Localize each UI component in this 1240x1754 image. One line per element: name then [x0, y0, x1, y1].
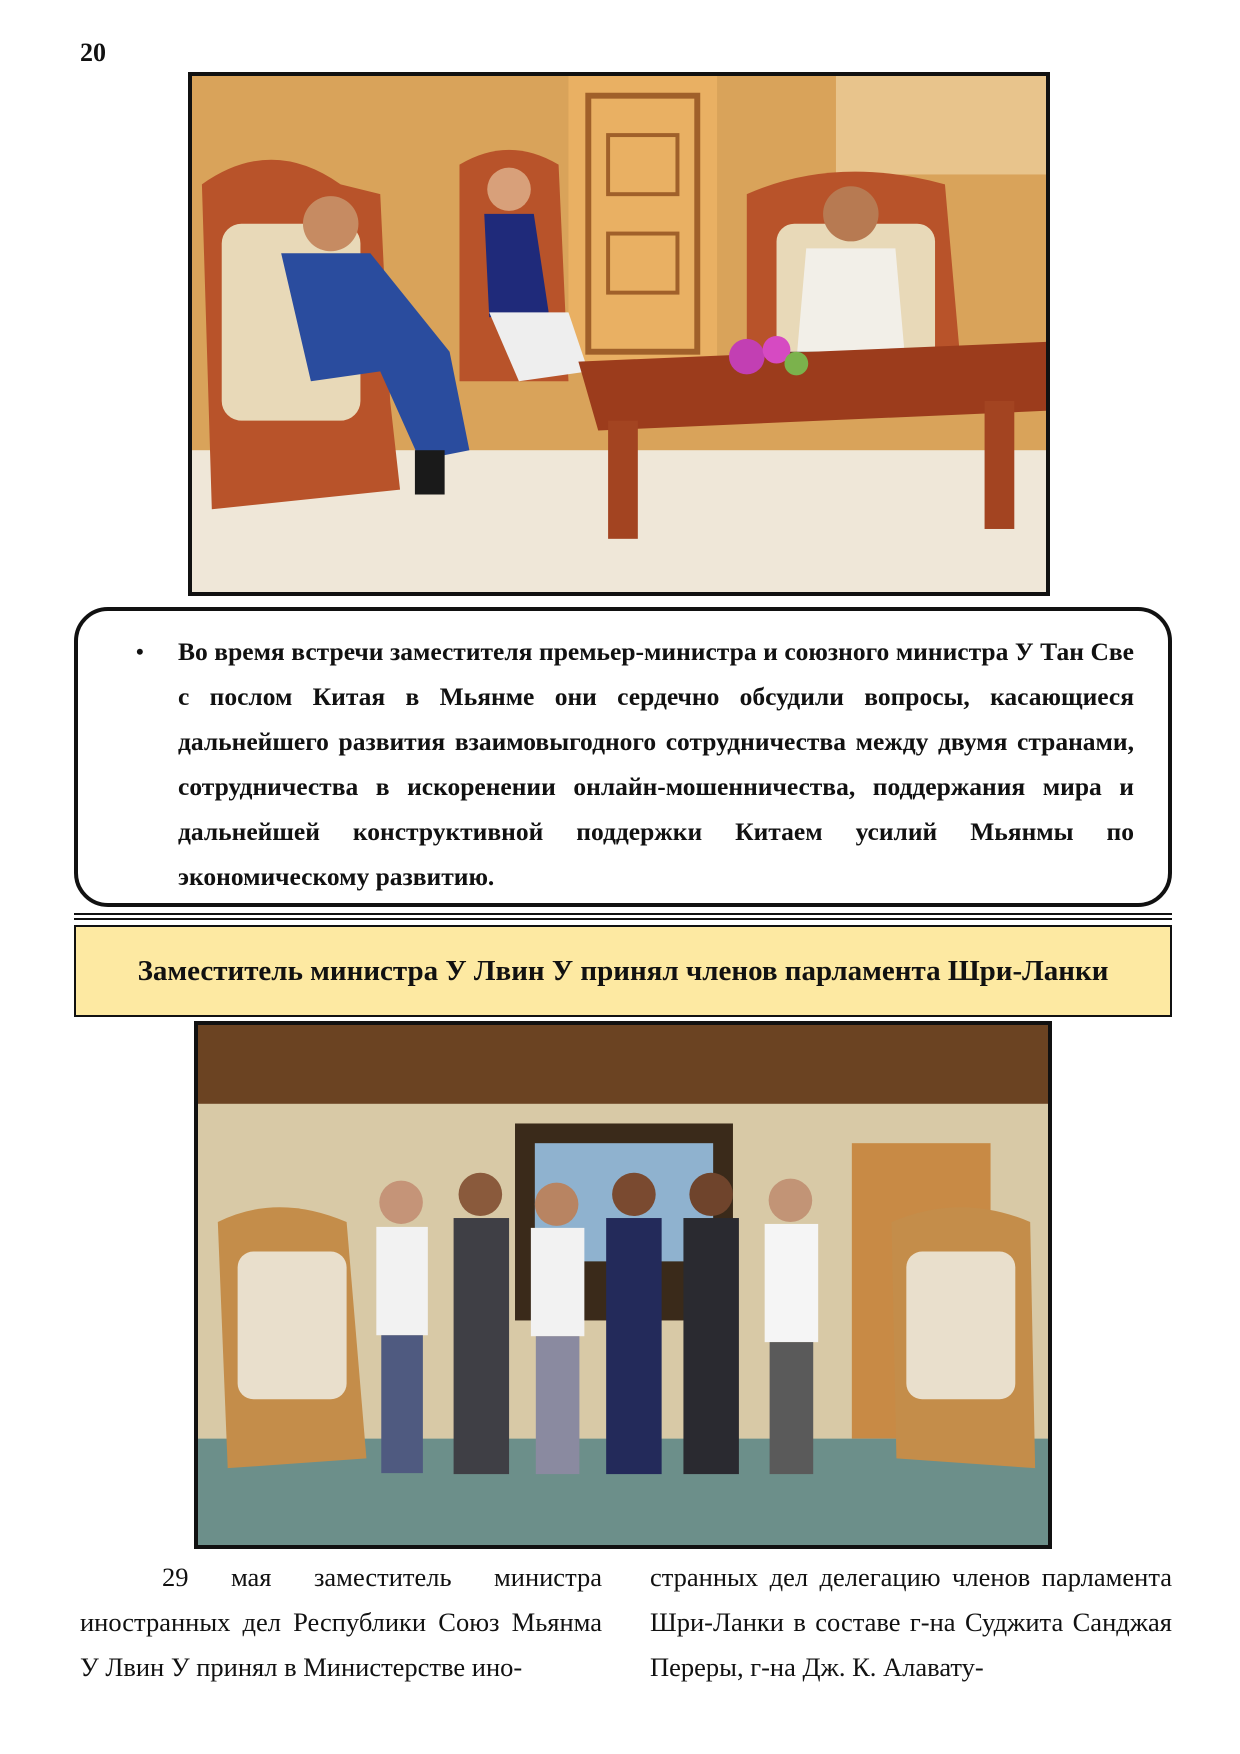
- bullet-point: •: [136, 639, 144, 664]
- article-column-2: странных дел делегацию членов парламента Шри-Ланки в составе г-на Суджита Санджая Переры, г-на Дж. К. Алавату-: [650, 1562, 1172, 1682]
- divider-line: [74, 913, 1172, 915]
- caption-text: Во время встречи заместителя премьер-министра и союзного министра У Тан Све с послом Китая в Мьянме они сердечно обсудили вопросы, касающиеся дальнейшего развития взаимовыгодного сотрудничества между двумя странами, сотрудничества в искоренении онлайн-мошенничества, поддержания мира и дальнейшей конструктивной поддержки Китаем усилий Мьянмы по экономическому развитию.: [178, 637, 1134, 891]
- photo-sri-lanka-delegation: [194, 1021, 1052, 1549]
- headline-text: Заместитель министра У Лвин У принял членов парламента Шри-Ланки: [137, 954, 1109, 987]
- caption-item: [136, 629, 1134, 899]
- divider-line-2: [74, 918, 1172, 920]
- page-number: 20: [80, 38, 106, 67]
- article-column-1: 29 мая заместитель министра иностранных дел Республики Союз Мьянма У Лвин У принял в Министерстве ино-: [80, 1562, 602, 1682]
- group-photo-illustration: [198, 1025, 1048, 1545]
- caption-box: [74, 607, 1172, 907]
- article-body: [80, 1555, 1172, 1745]
- caption-list: [136, 629, 1134, 899]
- meeting-photo-illustration: [192, 76, 1046, 592]
- photo-meeting-chinese-ambassador: [188, 72, 1050, 596]
- article-headline: [74, 925, 1172, 1017]
